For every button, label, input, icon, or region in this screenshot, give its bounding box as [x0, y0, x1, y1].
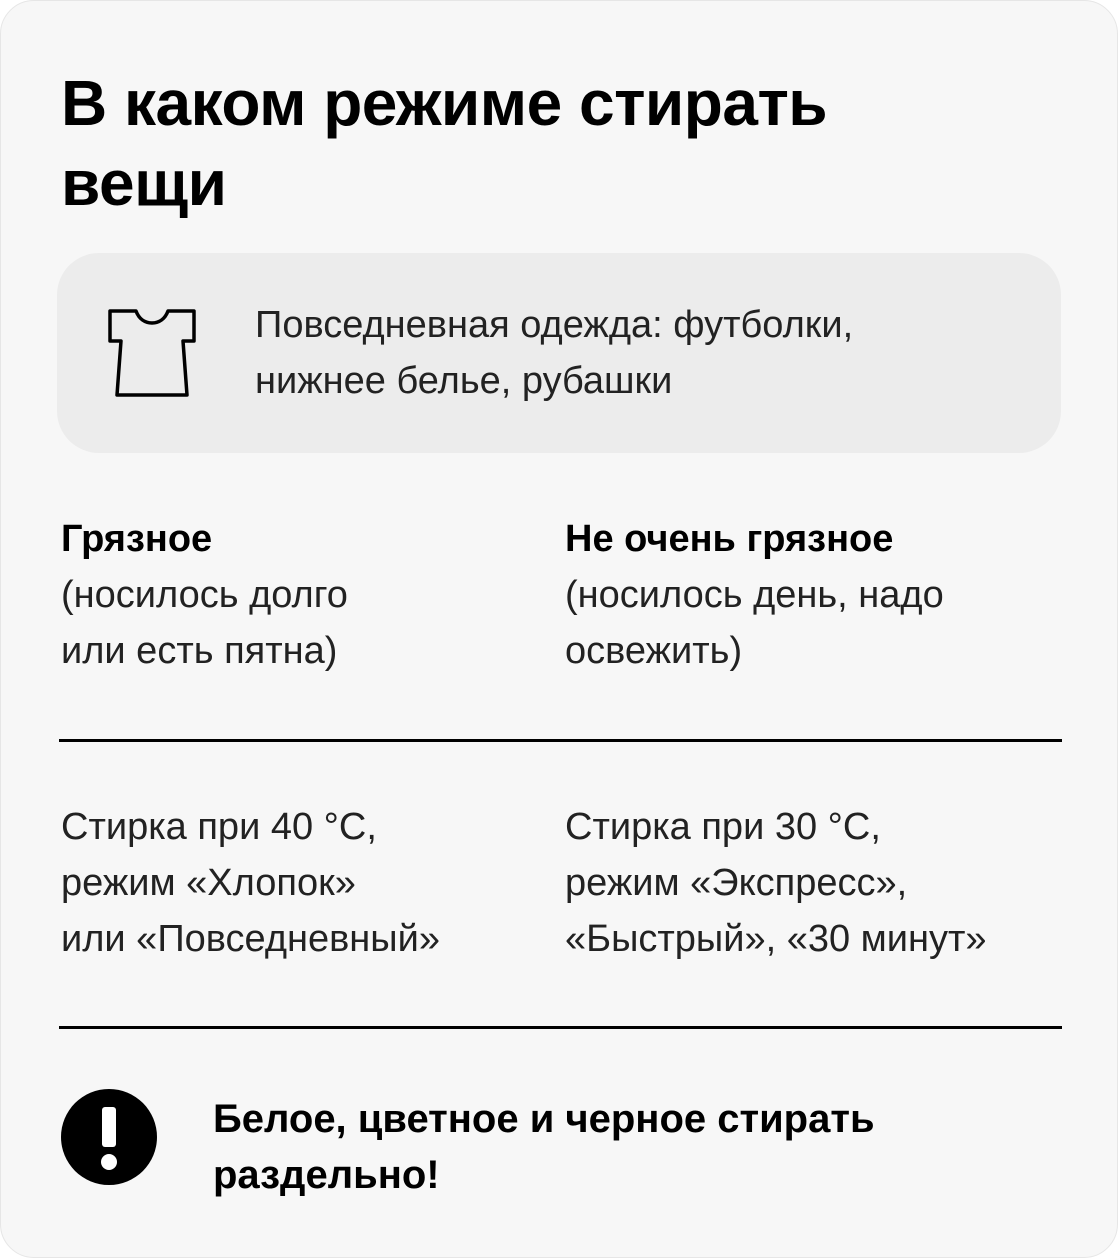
warning-line-2: раздельно!: [213, 1153, 440, 1197]
slightly-dirty-description-line: освежить): [565, 630, 743, 672]
category-line-2: нижнее белье, рубашки: [255, 360, 673, 402]
instruction-line: или «Повседневный»: [61, 918, 440, 960]
category-line-1: Повседневная одежда: футболки,: [255, 304, 854, 346]
instruction-line: Стирка при 40 °C,: [61, 806, 377, 848]
dirty-description-line: (носилось долго: [61, 574, 348, 616]
instruction-line: «Быстрый», «30 минут»: [565, 918, 987, 960]
dirty-condition: [61, 511, 541, 679]
slightly-dirty-condition: [565, 511, 1045, 679]
clothing-category-panel: [57, 253, 1061, 453]
title-line-2: вещи: [61, 147, 227, 219]
dirty-heading: Грязное: [61, 518, 213, 560]
clothing-category-text: [255, 297, 1035, 409]
slightly-dirty-heading: Не очень грязное: [565, 518, 894, 560]
instruction-line: режим «Хлопок»: [61, 862, 356, 904]
slightly-dirty-wash-instruction: [565, 799, 1045, 967]
slightly-dirty-description-line: (носилось день, надо: [565, 574, 944, 616]
instruction-line: Стирка при 30 °C,: [565, 806, 881, 848]
dirty-wash-instruction: [61, 799, 541, 967]
page-title: [61, 63, 1061, 223]
instruction-line: режим «Экспресс»,: [565, 862, 908, 904]
divider: [59, 739, 1062, 742]
exclamation-icon: [61, 1089, 157, 1185]
warning-text: [213, 1091, 1033, 1203]
warning-line-1: Белое, цветное и черное стирать: [213, 1097, 875, 1141]
tshirt-icon: [107, 307, 199, 399]
dirty-description-line: или есть пятна): [61, 630, 338, 672]
title-line-1: В каком режиме стирать: [61, 67, 828, 139]
divider: [59, 1026, 1062, 1029]
